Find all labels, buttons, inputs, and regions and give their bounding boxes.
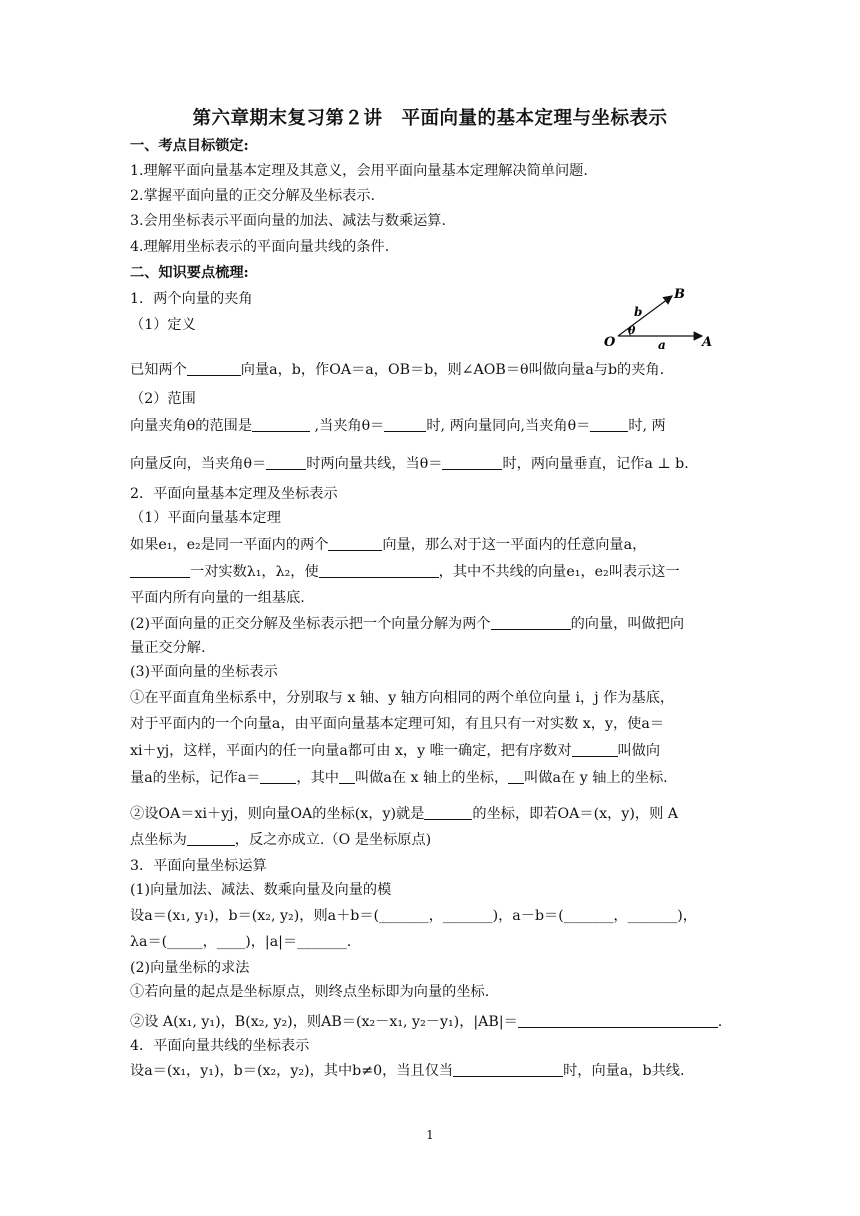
- blank: [572, 742, 618, 757]
- basis-theorem-line1: 如果e₁，e₂是同一平面内的两个 向量，那么对于这一平面内的任意向量a，: [130, 537, 647, 553]
- blank: [384, 417, 426, 432]
- label-A: A: [702, 335, 713, 350]
- basis-theorem-line2: 一对实数λ₁，λ₂，使 ，其中不共线的向量e₁，e₂叫表示这一: [130, 562, 732, 582]
- blank: [491, 615, 571, 630]
- subsection-angle: 1．两个向量的夹角: [130, 291, 253, 307]
- orthogonal-line2: 量正交分解.: [130, 640, 206, 656]
- section-heading-knowledge: 二、知识要点梳理:: [130, 265, 249, 281]
- blank: [508, 769, 524, 784]
- label-b: b: [634, 305, 643, 319]
- subsection-operations: 3．平面向量坐标运算: [130, 858, 267, 874]
- angle-range-line1: 向量夹角θ的范围是 ,当夹角θ＝ 时, 两向量同向,当夹角θ＝ 时, 两: [130, 418, 666, 434]
- angle-range-line2: 向量反向，当夹角θ＝ 时两向量共线，当θ＝ 时，两向量垂直，记作a ⊥ b.: [130, 456, 689, 472]
- operations-line2: λa＝(_____，____)，|a|＝_______.: [130, 934, 352, 950]
- objective-2: 2.掌握平面向量的正交分解及坐标表示.: [130, 188, 376, 204]
- blank: [187, 361, 241, 376]
- blank: [252, 417, 310, 432]
- label-O: O: [604, 335, 616, 350]
- angle-diagram: [598, 282, 718, 350]
- coordinates-line3: xi＋yj，这样，平面内的任一向量a都可由 x，y 唯一确定，把有序数对 叫做向: [130, 743, 661, 759]
- blank: [266, 455, 306, 470]
- objective-4: 4.理解用坐标表示的平面向量共线的条件.: [130, 239, 390, 255]
- blank: [424, 805, 472, 820]
- blank: [590, 417, 628, 432]
- subsection-collinear: 4．平面向量共线的坐标表示: [130, 1038, 310, 1054]
- blank: [319, 563, 439, 578]
- oa-coordinates-line1: ②设OA＝xi＋yj，则向量OA的坐标(x，y)就是 的坐标，即若OA＝(x，y)，则 A: [130, 806, 679, 822]
- blank: [130, 563, 190, 578]
- coordinate-method-line2: ②设 A(x₁, y₁)，B(x₂, y₂)，则AB＝(x₂－x₁, y₂－y₁)，|AB|＝ .: [130, 1014, 723, 1030]
- blank: [260, 769, 296, 784]
- objective-3: 3.会用坐标表示平面向量的加法、减法与数乘运算.: [130, 213, 446, 229]
- subsection-range: （2）范围: [130, 391, 196, 407]
- page-title: 第六章期末复习第２讲 平面向量的基本定理与坐标表示: [192, 108, 668, 129]
- label-B: B: [674, 287, 685, 302]
- collinear-condition: 设a＝(x₁，y₁)，b＝(x₂，y₂)，其中b≠0，当且仅当 时，向量a，b共线.: [130, 1063, 685, 1079]
- coordinates-line1: ①在平面直角坐标系中，分别取与 x 轴、y 轴方向相同的两个单位向量 i，j 作为基底，: [130, 690, 675, 706]
- blank: [339, 769, 355, 784]
- label-theta: θ: [628, 324, 636, 337]
- blank: [442, 455, 502, 470]
- basis-theorem-line3: 平面内所有向量的一组基底.: [130, 590, 305, 606]
- coordinate-method-line1: ①若向量的起点是坐标原点，则终点坐标即为向量的坐标.: [130, 984, 490, 1000]
- angle-definition: 已知两个 向量a，b，作OA＝a，OB＝b，则∠AOB＝θ叫做向量a与b的夹角.: [130, 362, 665, 378]
- blank: [518, 1013, 718, 1028]
- coordinates-line4: 量a的坐标，记作a＝ ，其中 叫做a在 x 轴上的坐标， 叫做a在 y 轴上的坐标.: [130, 770, 668, 786]
- subsection-coordinates: (3)平面向量的坐标表示: [130, 664, 278, 680]
- coordinates-line2: 对于平面内的一个向量a，由平面向量基本定理可知，有且只有一对实数 x，y，使a＝: [130, 716, 665, 732]
- subsection-basis: 2．平面向量基本定理及坐标表示: [130, 486, 338, 502]
- orthogonal-line1: (2)平面向量的正交分解及坐标表示把一个向量分解为两个 的向量，叫做把向: [130, 616, 685, 632]
- subsection-basis-theorem: （1）平面向量基本定理: [130, 510, 281, 526]
- vector-b-arrow: [618, 296, 672, 336]
- blank: [187, 831, 235, 846]
- operations-line1: 设a＝(x₁, y₁)，b＝(x₂, y₂)，则a＋b＝(_______，_______)，a－b＝(_______，_______)，: [130, 908, 697, 924]
- page-number: 1: [426, 1128, 434, 1142]
- label-a: a: [658, 338, 666, 350]
- blank: [453, 1062, 563, 1077]
- operations-heading: (1)向量加法、减法、数乘向量及向量的模: [130, 882, 392, 898]
- section-heading-objectives: 一、考点目标锁定:: [130, 138, 249, 154]
- objective-1: 1.理解平面向量基本定理及其意义，会用平面向量基本定理解决简单问题.: [130, 163, 588, 179]
- oa-coordinates-line2: 点坐标为 ，反之亦成立.（O 是坐标原点): [130, 832, 432, 848]
- coordinate-method-heading: (2)向量坐标的求法: [130, 960, 250, 976]
- subsection-definition: （1）定义: [130, 317, 196, 333]
- blank: [328, 536, 382, 551]
